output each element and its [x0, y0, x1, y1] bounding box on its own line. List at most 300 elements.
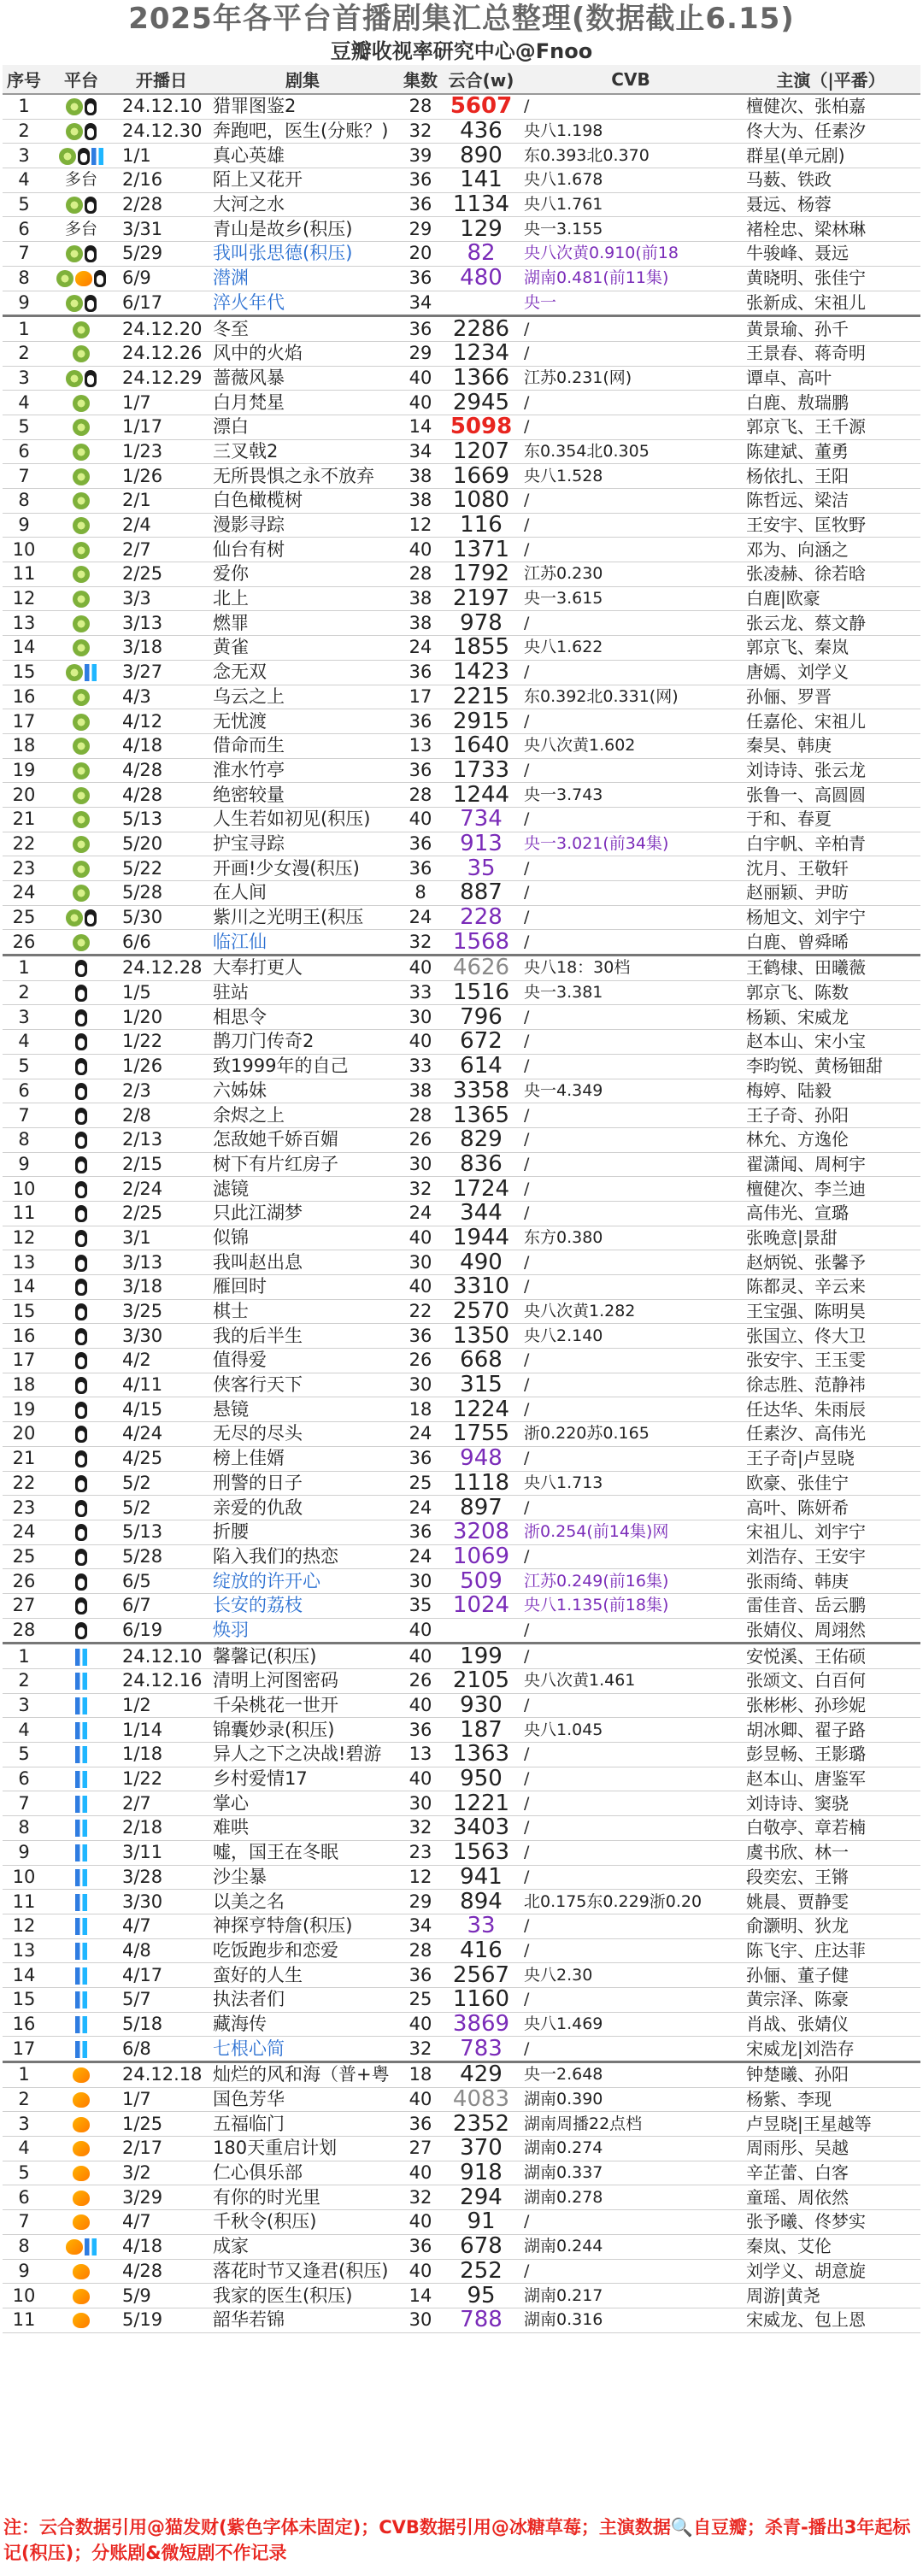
row-cast: 刘学义、胡意旋 — [741, 2259, 920, 2284]
row-episodes: 36 — [399, 709, 442, 734]
row-cvb: 湖南0.481(前11集) — [520, 266, 741, 291]
row-yunhe-score: 2915 — [442, 709, 520, 734]
row-yunhe-score: 1855 — [442, 636, 520, 661]
row-cvb: 湖南周播22点档 — [520, 2112, 741, 2137]
row-date: 24.12.28 — [117, 956, 206, 981]
row-title: 馨馨记(积压) — [206, 1644, 399, 1669]
table-row — [3, 439, 920, 464]
row-index: 22 — [3, 832, 45, 856]
row-platform — [45, 1840, 117, 1865]
penguin-platform-icon — [94, 270, 106, 287]
row-cast: 陈建斌、董勇 — [741, 439, 920, 464]
row-platform — [45, 1644, 117, 1669]
table-row — [3, 2259, 920, 2284]
penguin-platform-icon — [75, 1622, 87, 1639]
row-title: 在人间 — [206, 881, 399, 906]
row-yunhe-score: 1207 — [442, 439, 520, 464]
table-row — [3, 1201, 920, 1226]
row-index: 1 — [3, 316, 45, 342]
row-yunhe-score: 890 — [442, 144, 520, 168]
row-episodes: 34 — [399, 291, 442, 316]
row-cvb: / — [520, 1544, 741, 1569]
row-episodes: 40 — [399, 2161, 442, 2185]
penguin-platform-icon — [85, 909, 97, 926]
row-title: 青山是故乡(积压) — [206, 217, 399, 242]
row-episodes: 33 — [399, 980, 442, 1005]
row-index: 17 — [3, 709, 45, 734]
row-cast: 白敬亭、章若楠 — [741, 1816, 920, 1841]
row-title: 无尽的尽头 — [206, 1422, 399, 1447]
table-row — [3, 636, 920, 661]
kiwi-platform-icon — [73, 885, 90, 902]
row-date: 2/1 — [117, 489, 206, 514]
table-row — [3, 1422, 920, 1447]
row-date: 2/24 — [117, 1177, 206, 1202]
row-date: 4/7 — [117, 2210, 206, 2235]
table-row — [3, 266, 920, 291]
table-row — [3, 415, 920, 439]
row-cast: 马薮、铁政 — [741, 168, 920, 193]
table-row — [3, 980, 920, 1005]
row-episodes: 36 — [399, 660, 442, 685]
row-platform — [45, 1669, 117, 1694]
row-yunhe-score: 1350 — [442, 1324, 520, 1349]
table-row — [3, 464, 920, 489]
youku-platform-icon — [75, 1746, 87, 1763]
row-yunhe-score: 1366 — [442, 366, 520, 391]
row-platform — [45, 1816, 117, 1841]
table-row — [3, 660, 920, 685]
row-cvb: 央八次黄0.910(前18 — [520, 242, 741, 267]
table-row — [3, 94, 920, 119]
row-date: 4/25 — [117, 1446, 206, 1471]
row-date: 24.12.10 — [117, 94, 206, 119]
row-episodes: 30 — [399, 1569, 442, 1594]
penguin-platform-icon — [75, 1108, 87, 1125]
row-cvb: / — [520, 1865, 741, 1890]
row-cast: 佟大为、任素汐 — [741, 119, 920, 144]
row-cast: 徐志胜、范静祎 — [741, 1373, 920, 1397]
row-yunhe-score: 3358 — [442, 1079, 520, 1103]
table-row — [3, 1299, 920, 1324]
youku-platform-icon — [91, 148, 103, 165]
row-title: 神探亨特詹(积压) — [206, 1914, 399, 1938]
row-index: 24 — [3, 1520, 45, 1544]
row-platform — [45, 1054, 117, 1079]
row-episodes: 12 — [399, 513, 442, 538]
row-platform — [45, 685, 117, 709]
row-cvb: / — [520, 1914, 741, 1938]
penguin-platform-icon — [75, 1450, 87, 1467]
row-yunhe-score: 1733 — [442, 758, 520, 783]
row-date: 24.12.30 — [117, 119, 206, 144]
row-cast: 童瑶、周依然 — [741, 2185, 920, 2210]
row-episodes: 24 — [399, 636, 442, 661]
row-title: 蔷薇风暴 — [206, 366, 399, 391]
row-platform — [45, 1446, 117, 1471]
row-yunhe-score: 734 — [442, 807, 520, 832]
row-date: 2/16 — [117, 168, 206, 193]
row-episodes: 14 — [399, 415, 442, 439]
row-episodes: 30 — [399, 1250, 442, 1275]
row-date: 1/7 — [117, 2087, 206, 2112]
table-row — [3, 2308, 920, 2332]
row-date: 4/11 — [117, 1373, 206, 1397]
row-index: 24 — [3, 881, 45, 906]
row-yunhe-score: 1724 — [442, 1177, 520, 1202]
kiwi-platform-icon — [73, 811, 90, 828]
row-cast: 陈都灵、辛云来 — [741, 1275, 920, 1300]
mango-platform-icon — [66, 2239, 83, 2255]
row-cast: 任素汐、高伟光 — [741, 1422, 920, 1447]
row-episodes: 28 — [399, 1938, 442, 1963]
row-episodes: 36 — [399, 1446, 442, 1471]
penguin-platform-icon — [75, 1524, 87, 1541]
row-platform — [45, 291, 117, 316]
row-episodes: 32 — [399, 119, 442, 144]
row-platform — [45, 1743, 117, 1767]
row-cast: 王鹤棣、田曦薇 — [741, 956, 920, 981]
row-date: 2/4 — [117, 513, 206, 538]
row-yunhe-score: 1244 — [442, 783, 520, 808]
row-date: 1/5 — [117, 980, 206, 1005]
row-date: 2/28 — [117, 192, 206, 217]
row-episodes: 40 — [399, 1275, 442, 1300]
row-cast: 张颂文、白百何 — [741, 1669, 920, 1694]
row-index: 17 — [3, 2037, 45, 2062]
row-episodes: 38 — [399, 1079, 442, 1103]
row-yunhe-score: 788 — [442, 2308, 520, 2332]
row-cast: 张予曦、佟梦实 — [741, 2210, 920, 2235]
row-cvb: 央八18：30档 — [520, 956, 741, 981]
row-title: 六姊妹 — [206, 1079, 399, 1103]
row-yunhe-score: 941 — [442, 1865, 520, 1890]
row-cvb: / — [520, 1938, 741, 1963]
row-cast: 姚晨、贾静雯 — [741, 1890, 920, 1914]
row-yunhe-score: 116 — [442, 513, 520, 538]
table-row — [3, 807, 920, 832]
row-episodes: 35 — [399, 1593, 442, 1618]
kiwi-platform-icon — [73, 787, 90, 804]
row-platform — [45, 1079, 117, 1103]
row-yunhe-score: 1423 — [442, 660, 520, 685]
row-episodes: 29 — [399, 1890, 442, 1914]
drama-table — [3, 65, 920, 2333]
table-row — [3, 1569, 920, 1594]
row-episodes: 40 — [399, 538, 442, 562]
kiwi-platform-icon — [73, 321, 90, 338]
row-yunhe-score: 2215 — [442, 685, 520, 709]
row-title: 折腰 — [206, 1520, 399, 1544]
row-date: 4/24 — [117, 1422, 206, 1447]
row-index: 17 — [3, 1349, 45, 1373]
row-cvb: / — [520, 856, 741, 881]
row-yunhe-score: 678 — [442, 2234, 520, 2259]
row-episodes: 17 — [399, 685, 442, 709]
row-platform — [45, 366, 117, 391]
row-date: 4/8 — [117, 1938, 206, 1963]
row-platform — [45, 2137, 117, 2161]
row-cast: 刘浩存、王安宇 — [741, 1544, 920, 1569]
row-cvb: 央八次黄1.461 — [520, 1669, 741, 1694]
kiwi-platform-icon — [66, 245, 83, 262]
row-cvb: / — [520, 758, 741, 783]
row-cast: 秦岚、艾伦 — [741, 2234, 920, 2259]
row-cvb: / — [520, 611, 741, 636]
mango-platform-icon — [73, 2092, 90, 2108]
row-episodes: 38 — [399, 586, 442, 611]
row-title: 180天重启计划 — [206, 2137, 399, 2161]
table-row — [3, 2112, 920, 2137]
row-episodes: 33 — [399, 1054, 442, 1079]
row-date: 6/5 — [117, 1569, 206, 1594]
row-yunhe-score: 35 — [442, 856, 520, 881]
row-platform — [45, 1373, 117, 1397]
row-yunhe-score: 3208 — [442, 1520, 520, 1544]
row-yunhe-score: 3403 — [442, 1816, 520, 1841]
row-date: 3/2 — [117, 2161, 206, 2185]
table-row — [3, 1005, 920, 1030]
row-cvb: 东方0.380 — [520, 1226, 741, 1250]
row-index: 3 — [3, 366, 45, 391]
row-date: 1/22 — [117, 1767, 206, 1791]
row-episodes: 28 — [399, 1103, 442, 1128]
table-row — [3, 1618, 920, 1644]
row-episodes: 40 — [399, 391, 442, 415]
row-cast: 赵本山、唐鉴军 — [741, 1767, 920, 1791]
penguin-platform-icon — [75, 985, 87, 1002]
row-index: 13 — [3, 1938, 45, 1963]
row-yunhe-score: 2286 — [442, 316, 520, 342]
row-episodes: 40 — [399, 1226, 442, 1250]
row-index: 4 — [3, 2137, 45, 2161]
table-row — [3, 1226, 920, 1250]
row-cast: 翟潇闻、周柯宇 — [741, 1152, 920, 1177]
row-cast: 安悦溪、王佑硕 — [741, 1644, 920, 1669]
row-index: 14 — [3, 1275, 45, 1300]
row-episodes: 30 — [399, 1005, 442, 1030]
row-platform — [45, 1718, 117, 1743]
row-yunhe-score: 796 — [442, 1005, 520, 1030]
row-index: 19 — [3, 1397, 45, 1422]
youku-platform-icon — [75, 2041, 87, 2058]
youku-platform-icon — [75, 1771, 87, 1788]
row-cvb: 湖南0.337 — [520, 2161, 741, 2185]
row-platform — [45, 783, 117, 808]
row-index: 26 — [3, 1569, 45, 1594]
table-row — [3, 1079, 920, 1103]
row-platform — [45, 1030, 117, 1055]
row-yunhe-score: 1669 — [442, 464, 520, 489]
row-cast: 沈月、王敬轩 — [741, 856, 920, 881]
row-cast: 王景春、蒋奇明 — [741, 341, 920, 366]
row-platform — [45, 538, 117, 562]
row-cvb: / — [520, 1840, 741, 1865]
row-yunhe-score: 614 — [442, 1054, 520, 1079]
penguin-platform-icon — [85, 295, 97, 312]
row-title: 仁心俱乐部 — [206, 2161, 399, 2185]
row-cvb: 央八次黄1.282 — [520, 1299, 741, 1324]
row-index: 25 — [3, 905, 45, 930]
row-title: 沙尘暴 — [206, 1865, 399, 1890]
row-title: 致1999年的自己 — [206, 1054, 399, 1079]
row-cast: 宋祖儿、刘宇宁 — [741, 1520, 920, 1544]
row-yunhe-score: 836 — [442, 1152, 520, 1177]
kiwi-platform-icon — [73, 419, 90, 436]
row-date: 4/15 — [117, 1397, 206, 1422]
row-platform — [45, 316, 117, 342]
row-index: 23 — [3, 856, 45, 881]
row-index: 2 — [3, 980, 45, 1005]
table-row — [3, 1914, 920, 1938]
row-index: 15 — [3, 1299, 45, 1324]
row-platform — [45, 513, 117, 538]
row-cast: 谭卓、高叶 — [741, 366, 920, 391]
kiwi-platform-icon — [73, 468, 90, 485]
row-yunhe-score: 509 — [442, 1569, 520, 1594]
row-cvb: / — [520, 1644, 741, 1669]
row-cast: 彭昱畅、王影璐 — [741, 1743, 920, 1767]
row-index: 6 — [3, 1079, 45, 1103]
row-index: 7 — [3, 1103, 45, 1128]
penguin-platform-icon — [85, 370, 97, 387]
table-row — [3, 192, 920, 217]
row-cast: 张晚意|景甜 — [741, 1226, 920, 1250]
row-platform — [45, 2037, 117, 2062]
row-cvb: / — [520, 1152, 741, 1177]
row-index: 1 — [3, 1644, 45, 1669]
row-yunhe-score: 344 — [442, 1201, 520, 1226]
row-title: 滤镜 — [206, 1177, 399, 1202]
row-yunhe-score: 4626 — [442, 956, 520, 981]
row-title: 吃饭跑步和恋爱 — [206, 1938, 399, 1963]
row-platform — [45, 1618, 117, 1644]
row-cast: 黄晓明、张佳宁 — [741, 266, 920, 291]
row-date: 6/19 — [117, 1618, 206, 1644]
row-cvb: / — [520, 489, 741, 514]
row-title: 亲爱的仇敌 — [206, 1496, 399, 1520]
row-title: 执法者们 — [206, 1987, 399, 2012]
row-platform — [45, 562, 117, 587]
row-title: 我叫张思德(积压) — [206, 242, 399, 267]
table-row — [3, 1496, 920, 1520]
row-date: 2/7 — [117, 1791, 206, 1816]
kiwi-platform-icon — [66, 909, 83, 926]
row-yunhe-score: 228 — [442, 905, 520, 930]
row-index: 18 — [3, 1373, 45, 1397]
row-title: 无忧渡 — [206, 709, 399, 734]
row-cast: 赵炳锐、张馨予 — [741, 1250, 920, 1275]
row-cvb: / — [520, 807, 741, 832]
row-cast: 辛芷蕾、白客 — [741, 2161, 920, 2185]
row-date: 4/3 — [117, 685, 206, 709]
row-index: 11 — [3, 1201, 45, 1226]
row-platform — [45, 1299, 117, 1324]
table-row — [3, 2012, 920, 2037]
row-date: 3/18 — [117, 1275, 206, 1300]
penguin-platform-icon — [75, 1475, 87, 1492]
table-row — [3, 905, 920, 930]
row-platform — [45, 905, 117, 930]
row-title: 余烬之上 — [206, 1103, 399, 1128]
row-title: 韶华若锦 — [206, 2308, 399, 2332]
row-platform — [45, 1496, 117, 1520]
row-cvb: / — [520, 1791, 741, 1816]
row-platform — [45, 144, 117, 168]
row-cvb: 央八1.469 — [520, 2012, 741, 2037]
row-title: 绝密较量 — [206, 783, 399, 808]
row-date: 5/20 — [117, 832, 206, 856]
row-cvb: 湖南0.244 — [520, 2234, 741, 2259]
row-cvb: / — [520, 1987, 741, 2012]
penguin-platform-icon — [75, 1058, 87, 1075]
row-platform — [45, 1865, 117, 1890]
row-cast: 宋威龙|刘浩存 — [741, 2037, 920, 2062]
row-index: 9 — [3, 1152, 45, 1177]
row-cvb: 江苏0.230 — [520, 562, 741, 587]
row-title: 藏海传 — [206, 2012, 399, 2037]
row-yunhe-score: 918 — [442, 2161, 520, 2185]
row-platform — [45, 1544, 117, 1569]
penguin-platform-icon — [78, 148, 90, 165]
row-episodes: 34 — [399, 1914, 442, 1938]
row-title: 难哄 — [206, 1816, 399, 1841]
row-platform — [45, 2308, 117, 2332]
row-date: 2/25 — [117, 1201, 206, 1226]
row-yunhe-score: 1224 — [442, 1397, 520, 1422]
mango-platform-icon — [73, 2067, 90, 2083]
table-row — [3, 119, 920, 144]
row-date: 1/2 — [117, 1693, 206, 1718]
row-platform — [45, 266, 117, 291]
row-episodes: 30 — [399, 1373, 442, 1397]
row-episodes: 36 — [399, 316, 442, 342]
row-platform — [45, 2210, 117, 2235]
row-yunhe-score: 887 — [442, 881, 520, 906]
row-date: 3/30 — [117, 1324, 206, 1349]
table-row — [3, 2284, 920, 2308]
row-episodes: 40 — [399, 1767, 442, 1791]
table-row — [3, 242, 920, 267]
row-date: 4/28 — [117, 2259, 206, 2284]
row-cvb: / — [520, 1201, 741, 1226]
row-episodes: 40 — [399, 2087, 442, 2112]
row-yunhe-score: 2352 — [442, 2112, 520, 2137]
row-episodes: 32 — [399, 2185, 442, 2210]
row-episodes: 39 — [399, 144, 442, 168]
table-row — [3, 1471, 920, 1496]
row-yunhe-score — [442, 1618, 520, 1644]
youku-platform-icon — [75, 1918, 87, 1935]
row-cvb: / — [520, 1177, 741, 1202]
kiwi-platform-icon — [73, 762, 90, 779]
row-date: 3/18 — [117, 636, 206, 661]
kiwi-platform-icon — [73, 689, 90, 706]
table-row — [3, 1324, 920, 1349]
kiwi-platform-icon — [66, 197, 83, 214]
row-index: 5 — [3, 192, 45, 217]
kiwi-platform-icon — [73, 345, 90, 362]
row-yunhe-score: 1024 — [442, 1593, 520, 1618]
row-cast: 孙俪、罗晋 — [741, 685, 920, 709]
row-yunhe-score: 672 — [442, 1030, 520, 1055]
row-title: 我家的医生(积压) — [206, 2284, 399, 2308]
row-cvb: / — [520, 341, 741, 366]
table-row — [3, 2161, 920, 2185]
row-index: 9 — [3, 513, 45, 538]
kiwi-platform-icon — [73, 566, 90, 583]
row-yunhe-score: 1516 — [442, 980, 520, 1005]
